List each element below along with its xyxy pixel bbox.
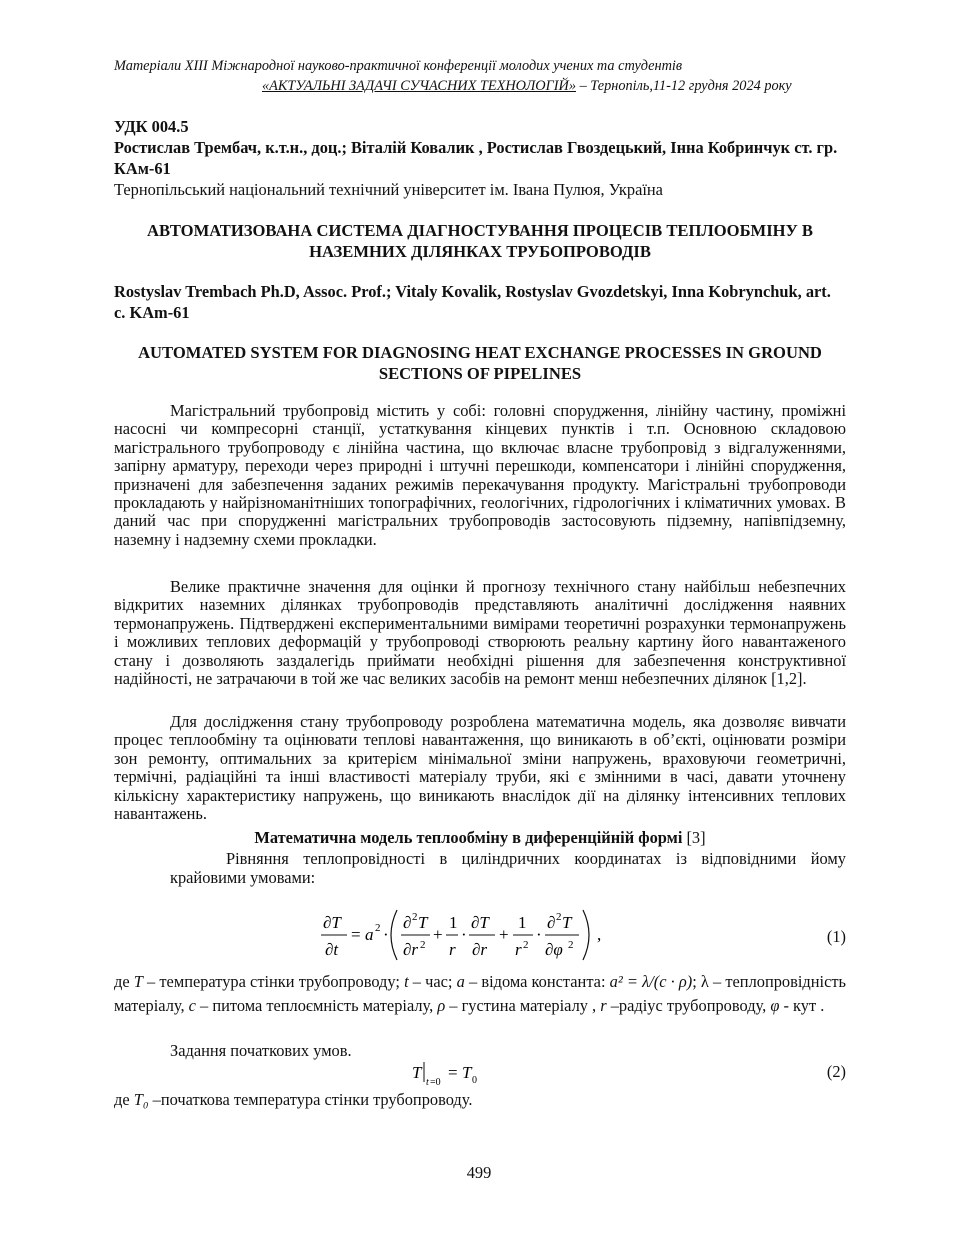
symbol-t: t <box>404 972 409 991</box>
symbol-a: a <box>456 972 465 991</box>
symbol-c: c <box>188 996 196 1015</box>
text-segment: – питома теплоємність матеріалу, <box>195 996 438 1015</box>
conference-name: «АКТУАЛЬНІ ЗАДАЧІ СУЧАСНИХ ТЕХНОЛОГІЙ» <box>262 78 576 94</box>
svg-text:a: a <box>365 925 374 944</box>
equation-1 <box>114 902 846 966</box>
svg-text:∂r: ∂r <box>403 940 419 959</box>
heat-equation-formula <box>319 902 649 968</box>
svg-text:r: r <box>515 940 522 959</box>
svg-text:∂: ∂ <box>403 913 412 932</box>
paragraph-text: Велике практичне значення для оцінки й прогнозу технічного стану найбільш небезпечних відкритих наземних ділянках трубопроводів представляють аналітичні дослідження наявних термонапружень. Підтверджені експериментальними вимірами теоретичні розрахунки термонапружень і можливих теплових деформацій у трубопроводі створюють реальну картину його навантаженого стану і дозволяють заздалегідь приймати необхідні рішення для забезпечення конструктивної надійності, не затрачаючи в той же час великих засобів на ремонт менш небезпечних ділянок [1,2]. <box>114 577 846 689</box>
svg-text:=0: =0 <box>430 1077 441 1088</box>
svg-text:∂T: ∂T <box>323 913 341 932</box>
text-segment: - кут . <box>779 996 825 1015</box>
text-segment: – час; <box>408 972 457 991</box>
initial-conditions-label: Задання початкових умов. <box>170 1041 352 1060</box>
page-number: 499 <box>466 1163 492 1182</box>
svg-text:·: · <box>536 925 542 944</box>
equation-2-explanation <box>114 1090 472 1110</box>
svg-text:2: 2 <box>523 939 529 951</box>
text-segment: ; λ – теплопровідність матеріалу, <box>114 972 846 1015</box>
affiliation: Тернопільський національний технічний університет ім. Івана Пулюя, Україна <box>114 180 663 199</box>
paragraph-1 <box>114 402 846 549</box>
equation-2-number: (2) <box>826 1062 846 1081</box>
paragraph-text: Магістральний трубопровід містить у собі: головні спорудження, лінійну частину, проміжні насосні чи компресорні станції, устаткування кінцевих пунктів і т.п. Основною складовою магістрального трубопроводу є лінійна частина, що включає власне трубопровід з відгалуженнями, запірну арматуру, переходи через природні і штучні перешкоди, компенсатори і лінійні спорудження, призначені для забезпечення заданих режимів перекачування продукту. Магістральні трубопроводи прокладають у найрізноманітніших топографічних, геологічних, гідрологічних і кліматичних умовах. В даний час при спорудженні магістральних трубопроводів застосовують підземну, напівпідземну, наземну і надземну схеми прокладки. <box>114 401 846 549</box>
text-segment: – відома константа: <box>464 972 610 991</box>
svg-text:∂φ: ∂φ <box>545 940 563 959</box>
authors-en: Rostyslav Trembach Ph.D, Assoc. Prof.; Vitaly Kovalik, Rostyslav Gvozdetskyi, Inna Kobrynchuk, art. c. KAm-61 <box>114 282 831 322</box>
model-heading-text: Математична модель теплообміну в диференційній формі <box>254 828 683 847</box>
svg-text:r: r <box>449 940 456 959</box>
text-segment: –початкова температура стінки трубопроводу. <box>148 1090 473 1109</box>
udk-code: УДК 004.5 <box>114 117 189 136</box>
authors-ua <box>114 137 846 179</box>
svg-text:t: t <box>426 1077 429 1088</box>
svg-text:T: T <box>462 1063 472 1082</box>
svg-text:T: T <box>418 913 428 932</box>
svg-text:1: 1 <box>449 913 458 932</box>
paragraph-2 <box>114 578 846 688</box>
initial-condition-formula <box>410 1058 500 1088</box>
svg-text:1: 1 <box>518 913 527 932</box>
title-en: AUTOMATED SYSTEM FOR DIAGNOSING HEAT EXCHANGE PROCESSES IN GROUND SECTIONS OF PIPELINES <box>138 343 822 383</box>
text-segment: де <box>114 972 134 991</box>
symbol-T: T <box>133 972 143 991</box>
svg-text:=: = <box>448 1063 458 1082</box>
svg-text:·: · <box>461 925 467 944</box>
svg-text:∂: ∂ <box>547 913 556 932</box>
text-segment: – густина матеріалу , <box>445 996 601 1015</box>
svg-text:·: · <box>383 925 389 944</box>
svg-text:=: = <box>351 925 361 944</box>
model-heading <box>114 828 846 847</box>
text-segment: –радіус трубопроводу, <box>606 996 771 1015</box>
conference-header-line2 <box>262 76 852 96</box>
equation-1-explanation <box>114 970 846 1018</box>
co-authors: Віталій Ковалик , Ростислав Гвоздецький, Інна Кобринчук <box>346 138 791 157</box>
svg-text:,: , <box>597 925 602 944</box>
text-segment: – температура стінки трубопроводу; <box>142 972 405 991</box>
title-ua: АВТОМАТИЗОВАНА СИСТЕМА ДІАГНОСТУВАННЯ ПРОЦЕСІВ ТЕПЛООБМІНУ В НАЗЕМНИХ ДІЛЯНКАХ ТРУБОПРОВОДІВ <box>147 221 813 261</box>
equation-1-number: (1) <box>826 927 846 946</box>
paragraph-3 <box>114 713 846 823</box>
symbol-phi: φ <box>770 996 780 1015</box>
symbol-T0: T₀ <box>133 1090 149 1109</box>
svg-text:T: T <box>562 913 572 932</box>
model-heading-reference: [3] <box>682 828 706 847</box>
svg-text:+: + <box>433 925 443 944</box>
paragraph-text: Для дослідження стану трубопроводу розроблена математична модель, яка дозволяє вивчати процес теплообміну та оцінювати теплові навантаження, що виникають в об’єкті, оцінювати розміри зон ремонту, оптимальних за критерієм мінімальної зміни напружень, враховуючи геометричні, термічні, радіаційні та інші властивості матеріалу труби, які є змінними в часі, давати уточнену кількісну характеристику напружень, що виникають внаслідок дії на ділянку інтенсивних теплових навантажень. <box>114 712 846 824</box>
svg-text:∂r: ∂r <box>472 940 488 959</box>
symbol-r: r <box>600 996 607 1015</box>
conference-header-line1: Матеріали XIII Міжнародної науково-практичної конференції молодих учених та студентів <box>114 58 683 74</box>
equation-intro: Рівняння теплопровідності в циліндричних координатах із відповідними йому крайовими умовами: <box>170 849 846 887</box>
svg-text:2: 2 <box>420 939 426 951</box>
svg-text:T: T <box>412 1063 422 1082</box>
svg-text:2: 2 <box>568 939 574 951</box>
text-segment: де <box>114 1090 134 1109</box>
svg-text:2: 2 <box>556 911 562 923</box>
symbol-rho: ρ <box>437 996 446 1015</box>
svg-text:∂T: ∂T <box>471 913 489 932</box>
diffusivity-formula: a² = λ/(c · ρ) <box>609 972 693 991</box>
svg-text:+: + <box>499 925 509 944</box>
svg-text:0: 0 <box>472 1075 477 1086</box>
svg-text:2: 2 <box>375 922 381 934</box>
equation-2 <box>114 1058 846 1088</box>
conference-date: – Тернопіль,11-12 грудня 2024 року <box>576 78 792 94</box>
svg-text:2: 2 <box>412 911 418 923</box>
lead-author: Ростислав Трембач, к.т.н., доц.; <box>114 138 347 157</box>
student-group: ст. гр. КАм-61 <box>114 138 838 178</box>
svg-text:∂t: ∂t <box>325 940 339 959</box>
